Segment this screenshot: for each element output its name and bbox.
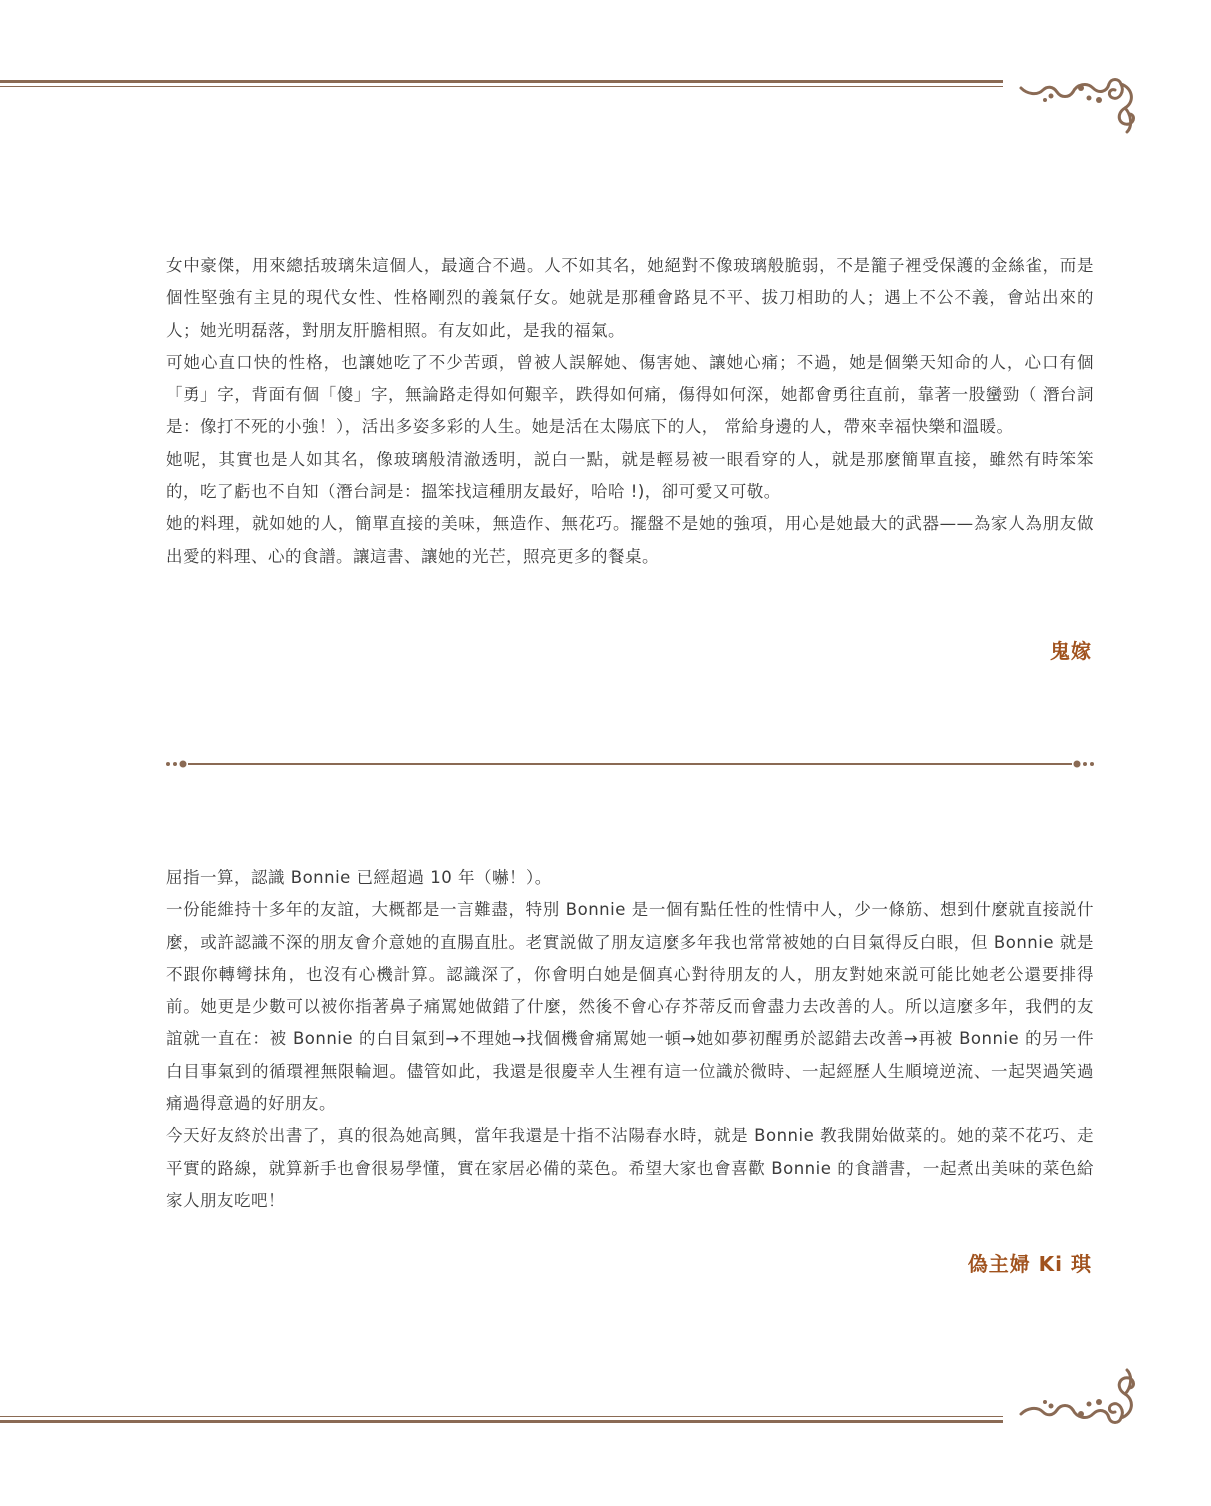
section-divider bbox=[166, 758, 1094, 770]
letter-one-paragraph: 可她心直口快的性格，也讓她吃了不少苦頭，曾被人誤解她、傷害她、讓她心痛；不過，她是個樂天知命的人，心口有個「勇」字，背面有個「傻」字，無論路走得如何艱辛，跌得如何痛，傷得如何深，她都會勇往直前，靠著一股蠻勁（ 潛台詞是：像打不死的小強！），活出多姿多彩的人生。她是活在太陽底下的人， 常給身邊的人，帶來幸福快樂和溫暖。 bbox=[166, 352, 1094, 437]
letter-two-paragraph: 一份能維持十多年的友誼，大概都是一言難盡，特別 Bonnie 是一個有點任性的性情中人，少一條筋、想到什麼就直接説什麼，或許認識不深的朋友會介意她的直腸直肚。老實説做了朋友這麼多年我也常常被她的白目氣得反白眼，但 Bonnie 就是不跟你轉彎抹角，也沒有心機計算。認識深了，你會明白她是個真心對待朋友的人，朋友對她來説可能比她老公還要排得前。她更是少數可以被你指著鼻子痛罵她做錯了什麼，然後不會心存芥蒂反而會盡力去改善的人。所以這麼多年，我們的友誼就一直在：被 Bonnie 的白目氣到→不理她→找個機會痛罵她一頓→她如夢初醒勇於認錯去改善→再被 Bonnie 的另一件白目事氣到的循環裡無限輪迴。儘管如此，我還是很慶幸人生裡有這一位識於微時、一起經歷人生順境逆流、一起哭過笑過痛過得意過的好朋友。 bbox=[166, 900, 1094, 1114]
letter-one-signature: 鬼嫁 bbox=[1050, 639, 1092, 663]
letter-one-paragraph: 她呢，其實也是人如其名，像玻璃般清澈透明，説白一點，就是輕易被一眼看穿的人，就是那麼簡單直接，雖然有時笨笨的，吃了虧也不自知（潛台詞是：搵笨找這種朋友最好，哈哈 !)，卻可愛又可敬。 bbox=[166, 449, 1094, 502]
letter-one-paragraph: 女中豪傑，用來總括玻璃朱這個人，最適合不過。人不如其名，她絕對不像玻璃般脆弱，不是籠子裡受保護的金絲雀，而是個性堅強有主見的現代女性、性格剛烈的義氣仔女。她就是那種會路見不平、拔刀相助的人；遇上不公不義，會站出來的人；她光明磊落，對朋友肝膽相照。有友如此，是我的福氣。 bbox=[166, 256, 1094, 340]
flourish-ornament-icon bbox=[1015, 1368, 1140, 1428]
flourish-ornament-icon bbox=[1015, 74, 1140, 140]
letter-two bbox=[166, 862, 1094, 1217]
bottom-rule-thick bbox=[0, 1420, 1003, 1423]
letter-two-paragraph: 今天好友終於出書了，真的很為她高興，當年我還是十指不沾陽春水時，就是 Bonnie 教我開始做菜的。她的菜不花巧、走平實的路線，就算新手也會很易學懂，實在家居必備的菜色。希望大家也會喜歡 Bonnie 的食譜書，一起煮出美味的菜色給家人朋友吃吧！ bbox=[166, 1126, 1094, 1210]
top-rule-thin bbox=[0, 86, 1003, 87]
letter-one-paragraph: 她的料理，就如她的人，簡單直接的美味，無造作、無花巧。擺盤不是她的強項，用心是她最大的武器——為家人為朋友做出愛的料理、心的食譜。讓這書、讓她的光芒，照亮更多的餐桌。 bbox=[166, 514, 1094, 566]
letter-two-paragraph: 屈指一算，認識 Bonnie 已經超過 10 年（嚇！）。 bbox=[166, 868, 552, 887]
letter-one bbox=[166, 250, 1094, 573]
top-rule-thick bbox=[0, 80, 1003, 83]
bottom-rule-thin bbox=[0, 1416, 1003, 1417]
letter-two-signature: 偽主婦 Ki 琪 bbox=[967, 1252, 1092, 1276]
